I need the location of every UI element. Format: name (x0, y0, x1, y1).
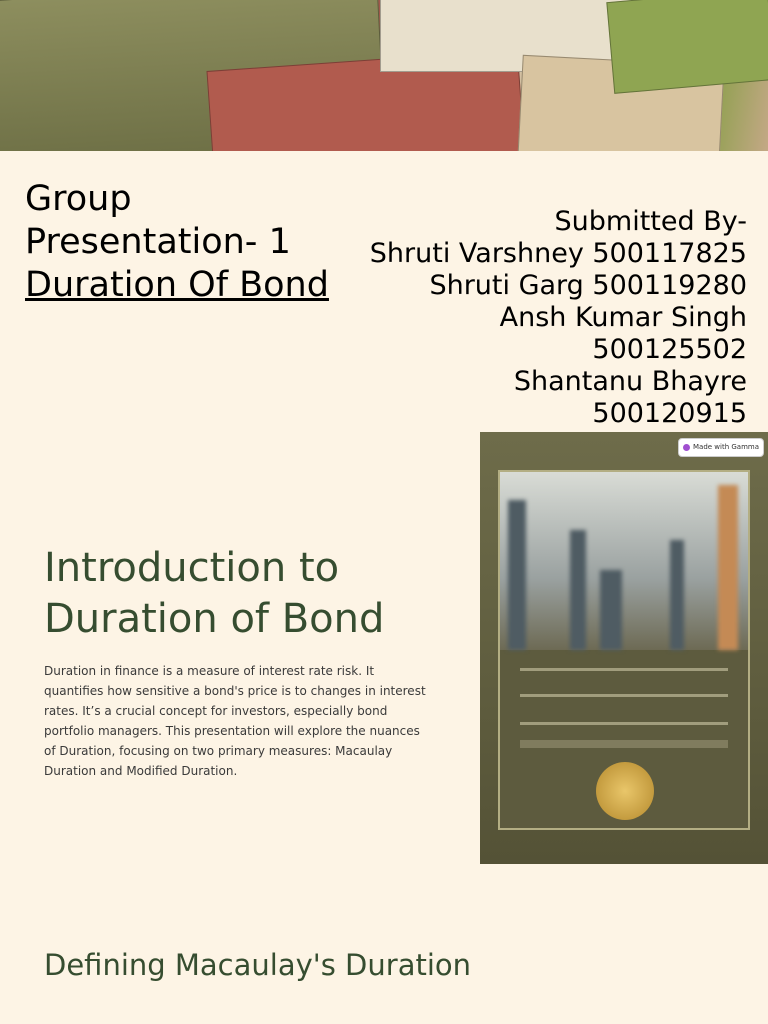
bond-certificate-image (480, 432, 768, 864)
heading-line: Introduction to (44, 545, 340, 591)
heading-line: Duration of Bond (44, 596, 385, 642)
presentation-title (25, 178, 329, 307)
member: 500125502 (592, 334, 747, 365)
intro-body: Duration in finance is a measure of interest rate risk. It quantifies how sensitive a bond's price is to changes in interest rates. It’s a crucial concept for investors, especially bond portfolio managers. This presentation will explore the nuances of Duration, focusing on two primary measures: Macaulay Duration and Modified Duration. (44, 664, 426, 778)
made-with-gamma-badge[interactable] (678, 438, 764, 457)
intro-heading (44, 543, 384, 645)
submitted-by (370, 206, 747, 430)
title-line: Presentation- 1 (25, 222, 291, 262)
gamma-logo-icon (683, 444, 690, 451)
member: Ansh Kumar Singh (499, 302, 747, 333)
header-banner-image (0, 0, 768, 151)
badge-label: Made with Gamma (692, 443, 760, 451)
member: Shruti Garg 500119280 (429, 270, 747, 301)
submitted-heading: Submitted By- (554, 206, 747, 237)
macaulay-heading: Defining Macaulay's Duration (44, 948, 472, 982)
title-line: Group (25, 179, 132, 219)
member: 500120915 (592, 398, 747, 429)
title-subject: Duration Of Bond (25, 265, 329, 305)
member: Shantanu Bhayre (513, 366, 747, 397)
member: Shruti Varshney 500117825 (369, 238, 747, 269)
